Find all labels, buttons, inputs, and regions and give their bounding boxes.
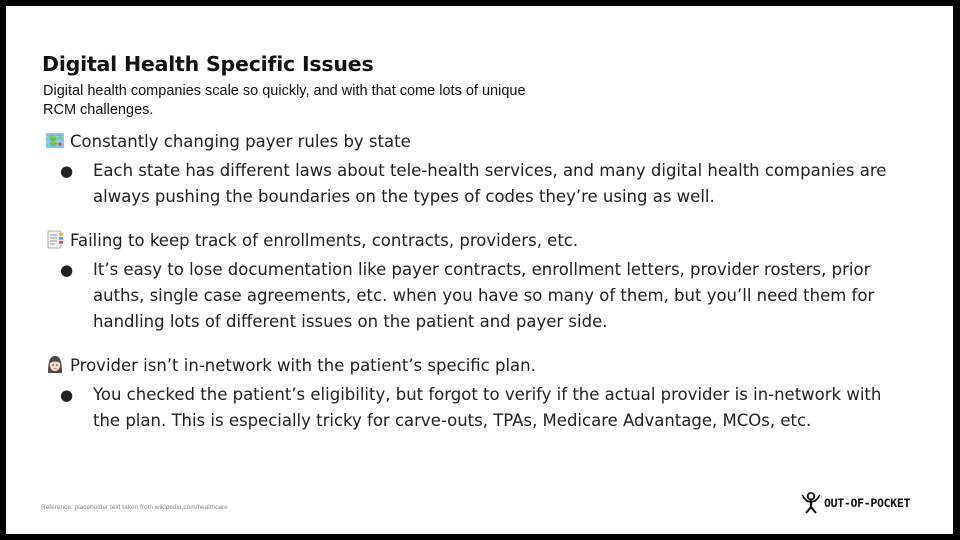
map-icon bbox=[45, 131, 65, 150]
reference-footnote: Reference: placeholder text taken from wikipedia.com/healthcare bbox=[41, 504, 228, 511]
issue-bullet bbox=[44, 257, 893, 335]
issue-bullet-text: You checked the patient’s eligibility, but forgot to verify if the actual provider is in-network with the plan. This is especially tricky for carve-outs, TPAs, Medicare Advantage, MCOs, etc. bbox=[93, 385, 882, 430]
bullet-dot: ● bbox=[60, 386, 74, 404]
stick-figure-logo-icon bbox=[801, 492, 821, 514]
bullet-dot: ● bbox=[60, 162, 74, 180]
issue-bullet bbox=[44, 382, 893, 434]
issue-bullet bbox=[44, 158, 893, 210]
issue-section-in-network bbox=[44, 355, 924, 434]
issue-section-tracking bbox=[44, 230, 924, 335]
issue-section-payer-rules bbox=[44, 131, 924, 210]
slide bbox=[6, 6, 953, 534]
issue-heading-text: Failing to keep track of enrollments, contracts, providers, etc. bbox=[70, 231, 579, 250]
logo-wordmark: OUT-OF-POCKET bbox=[824, 496, 911, 510]
issue-heading-text: Provider isn’t in-network with the patient’s specific plan. bbox=[70, 356, 536, 375]
issue-heading bbox=[44, 355, 924, 377]
issue-heading bbox=[44, 230, 924, 252]
bookmark-tabs-icon bbox=[45, 230, 65, 249]
issue-bullet-text: Each state has different laws about tele-health services, and many digital health companies are always pushing the boundaries on the types of codes they’re using as well. bbox=[93, 161, 887, 206]
slide-subtitle: Digital health companies scale so quickly, and with that come lots of unique RCM challenges. bbox=[43, 83, 526, 118]
issue-heading bbox=[44, 131, 924, 153]
issue-heading-text: Constantly changing payer rules by state bbox=[70, 132, 411, 151]
slide-title: Digital Health Specific Issues bbox=[42, 52, 374, 76]
issue-bullet-text: It’s easy to lose documentation like payer contracts, enrollment letters, provider rosters, prior auths, single case agreements, etc. when you have so many of them, but you’ll need them for handling lots of different issues on the patient and payer side. bbox=[93, 260, 875, 331]
bullet-dot: ● bbox=[60, 261, 74, 279]
woman-icon bbox=[45, 355, 65, 374]
out-of-pocket-logo bbox=[801, 492, 910, 514]
